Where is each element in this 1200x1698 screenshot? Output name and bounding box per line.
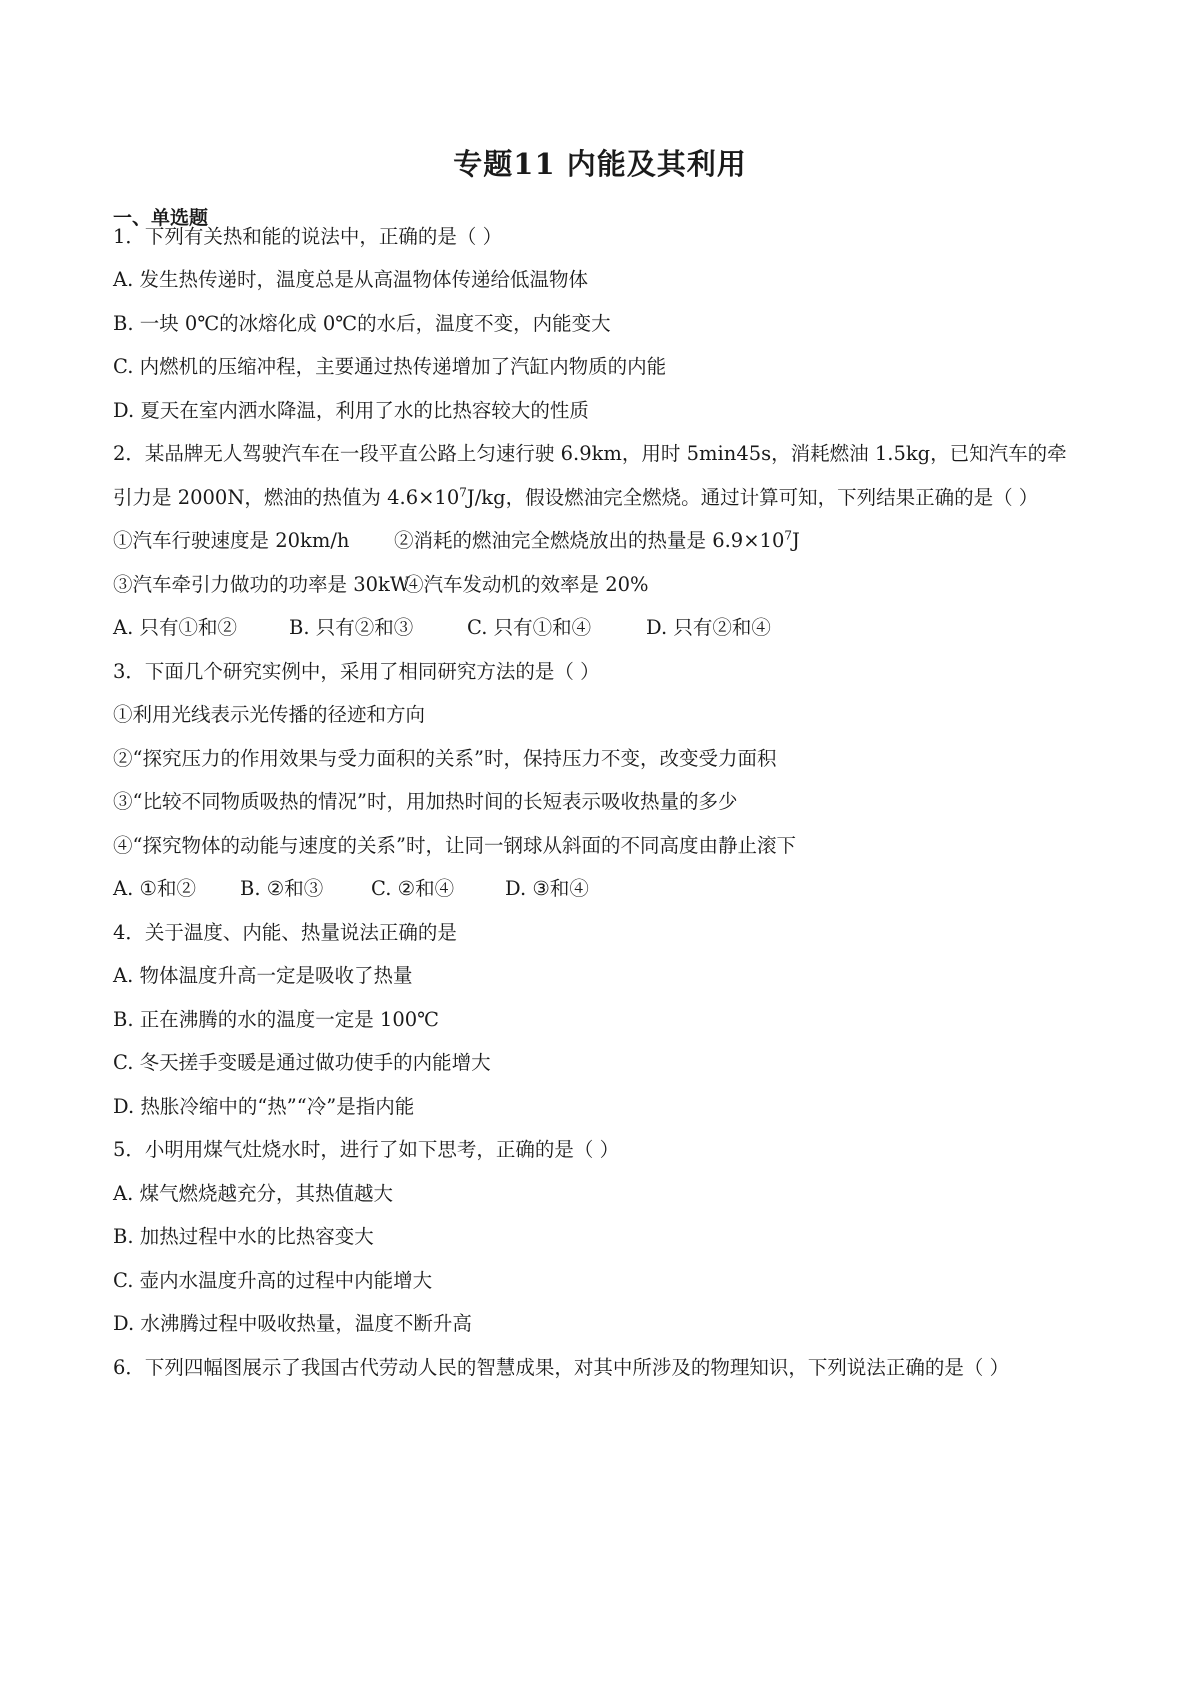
q2-stem-line1: 2．某品牌无人驾驶汽车在一段平直公路上匀速行驶 6.9km，用时 5min45s，消耗燃油 1.5kg，已知汽车的牵 [113, 442, 1067, 465]
q2-stem-line2-a: 引力是 2000N，燃油的热值为 4.6×10 [113, 486, 460, 509]
q4-option-d: D. 热胀冷缩中的“热”“冷”是指内能 [113, 1095, 415, 1118]
q2-statement-4: ④汽车发动机的效率是 20% [404, 573, 649, 596]
q3-option-d: D. ③和④ [505, 877, 589, 900]
q4-option-b: B. 正在沸腾的水的温度一定是 100℃ [113, 1008, 439, 1031]
q1-stem: 1．下列有关热和能的说法中，正确的是（ ） [113, 225, 503, 248]
q5-stem: 5．小明用煤气灶烧水时，进行了如下思考，正确的是（ ） [113, 1138, 620, 1161]
q1-option-b: B. 一块 0℃的冰熔化成 0℃的水后，温度不变，内能变大 [113, 312, 611, 335]
q5-option-a: A. 煤气燃烧越充分，其热值越大 [113, 1182, 393, 1205]
q5-option-d: D. 水沸腾过程中吸收热量，温度不断升高 [113, 1312, 472, 1335]
q2-stem-line2-b: J/kg，假设燃油完全燃烧。通过计算可知，下列结果正确的是（ ） [466, 486, 1039, 509]
q1-option-a: A. 发生热传递时，温度总是从高温物体传递给低温物体 [113, 268, 588, 291]
q3-option-a: A. ①和② [113, 877, 196, 900]
q3-option-c: C. ②和④ [371, 877, 455, 900]
q2-statement-2-a: ②消耗的燃油完全燃烧放出的热量是 6.9×10 [394, 529, 785, 552]
section-heading: 一、单选题 [113, 207, 209, 229]
q2-stem-line2 [113, 485, 1039, 509]
q3-statement-3: ③“比较不同物质吸热的情况”时，用加热时间的长短表示吸收热量的多少 [113, 790, 738, 813]
q3-statement-4: ④“探究物体的动能与速度的关系”时，让同一钢球从斜面的不同高度由静止滚下 [113, 834, 796, 857]
q2-statement-2 [394, 528, 800, 552]
q2-option-c: C. 只有①和④ [467, 616, 592, 639]
q3-statement-1: ①利用光线表示光传播的径迹和方向 [113, 703, 426, 726]
q2-statement-1: ①汽车行驶速度是 20km/h [113, 529, 350, 552]
q2-statement-2-b: J [792, 529, 800, 552]
q2-option-a: A. 只有①和② [113, 616, 237, 639]
q5-option-b: B. 加热过程中水的比热容变大 [113, 1225, 374, 1248]
q5-option-c: C. 壶内水温度升高的过程中内能增大 [113, 1269, 433, 1292]
q6-stem: 6．下列四幅图展示了我国古代劳动人民的智慧成果，对其中所涉及的物理知识，下列说法正确的是（ ） [113, 1356, 1010, 1379]
q3-stem: 3．下面几个研究实例中，采用了相同研究方法的是（ ） [113, 660, 600, 683]
q3-option-b: B. ②和③ [240, 877, 324, 900]
q1-option-d: D. 夏天在室内洒水降温，利用了水的比热容较大的性质 [113, 399, 589, 422]
q2-statement-2-exp: 7 [784, 528, 793, 543]
q3-statement-2: ②“探究压力的作用效果与受力面积的关系”时，保持压力不变，改变受力面积 [113, 747, 777, 770]
q2-stem-line2-exp: 7 [459, 485, 467, 500]
q4-option-c: C. 冬天搓手变暖是通过做功使手的内能增大 [113, 1051, 491, 1074]
q2-option-d: D. 只有②和④ [646, 616, 771, 639]
q2-statement-3: ③汽车牵引力做功的功率是 30kW [113, 573, 410, 596]
q4-option-a: A. 物体温度升高一定是吸收了热量 [113, 964, 413, 987]
q4-stem: 4．关于温度、内能、热量说法正确的是 [113, 921, 457, 944]
q2-option-b: B. 只有②和③ [289, 616, 414, 639]
q1-option-c: C. 内燃机的压缩冲程，主要通过热传递增加了汽缸内物质的内能 [113, 355, 667, 378]
page-title: 专题11 内能及其利用 [453, 147, 747, 181]
